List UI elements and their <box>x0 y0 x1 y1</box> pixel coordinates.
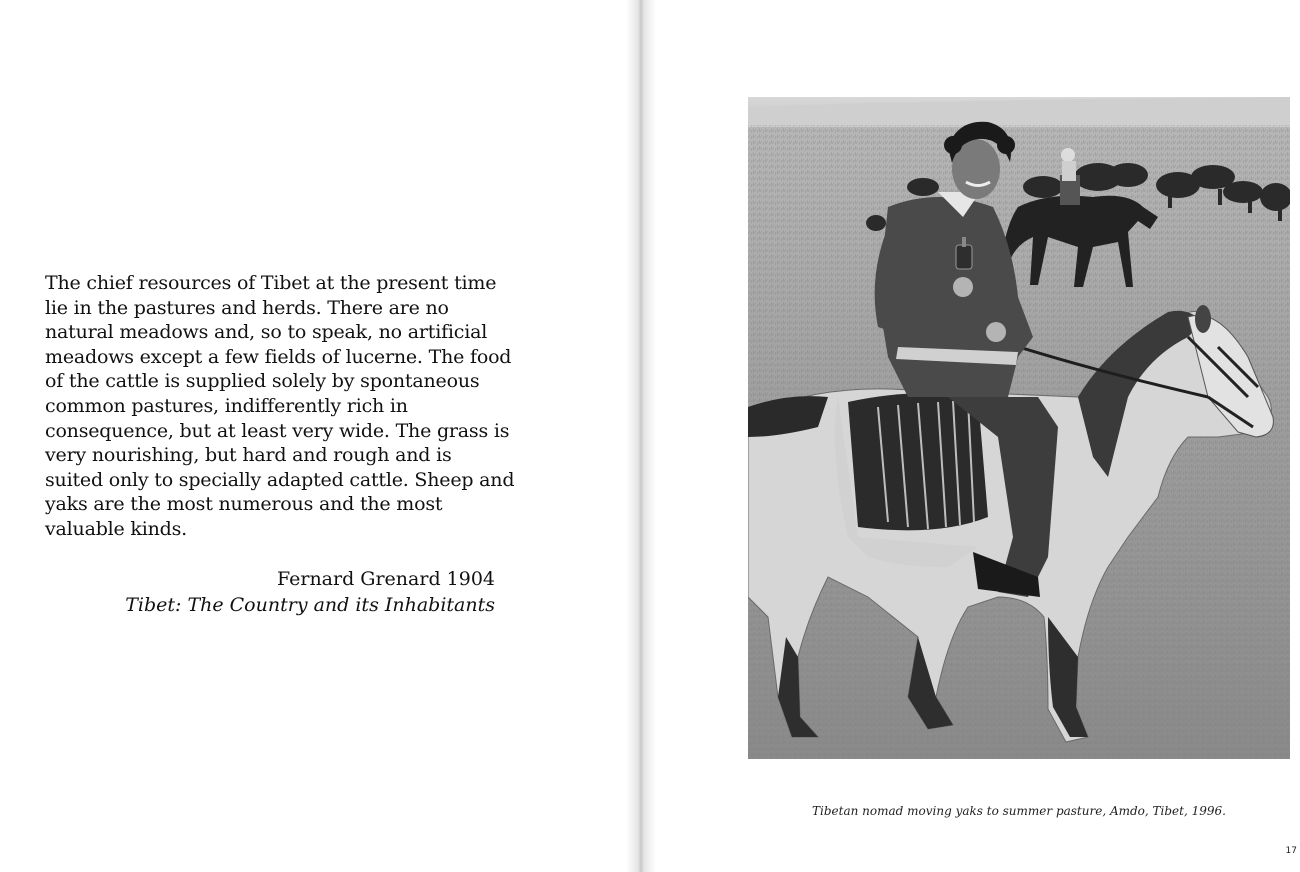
photo-illustration <box>748 97 1290 759</box>
book-gutter-shadow <box>626 0 656 872</box>
right-page <box>640 0 1300 872</box>
quote-author: Fernard Grenard 1904 <box>276 568 495 590</box>
nomad-horse-photo <box>748 97 1290 759</box>
quote-source-title: Tibet: The Country and its Inhabitants <box>125 594 495 616</box>
quote-attribution <box>45 566 495 618</box>
photo-caption: Tibetan nomad moving yaks to summer pasture, Amdo, Tibet, 1996. <box>812 804 1226 818</box>
page-number: 17 <box>1285 846 1297 856</box>
epigraph-quote: The chief resources of Tibet at the present time lie in the pastures and herds. There are no natural meadows and, so to speak, no artificial meadows except a few fields of lucerne. The food of the cattle is supplied solely by spontaneous common pastures, indifferently rich in consequence, but at least very wide. The grass is very nourishing, but hard and rough and is suited only to specially adapted cattle. Sheep and yaks are the most numerous and the most valuable kinds. <box>45 272 515 540</box>
left-page <box>0 0 640 872</box>
